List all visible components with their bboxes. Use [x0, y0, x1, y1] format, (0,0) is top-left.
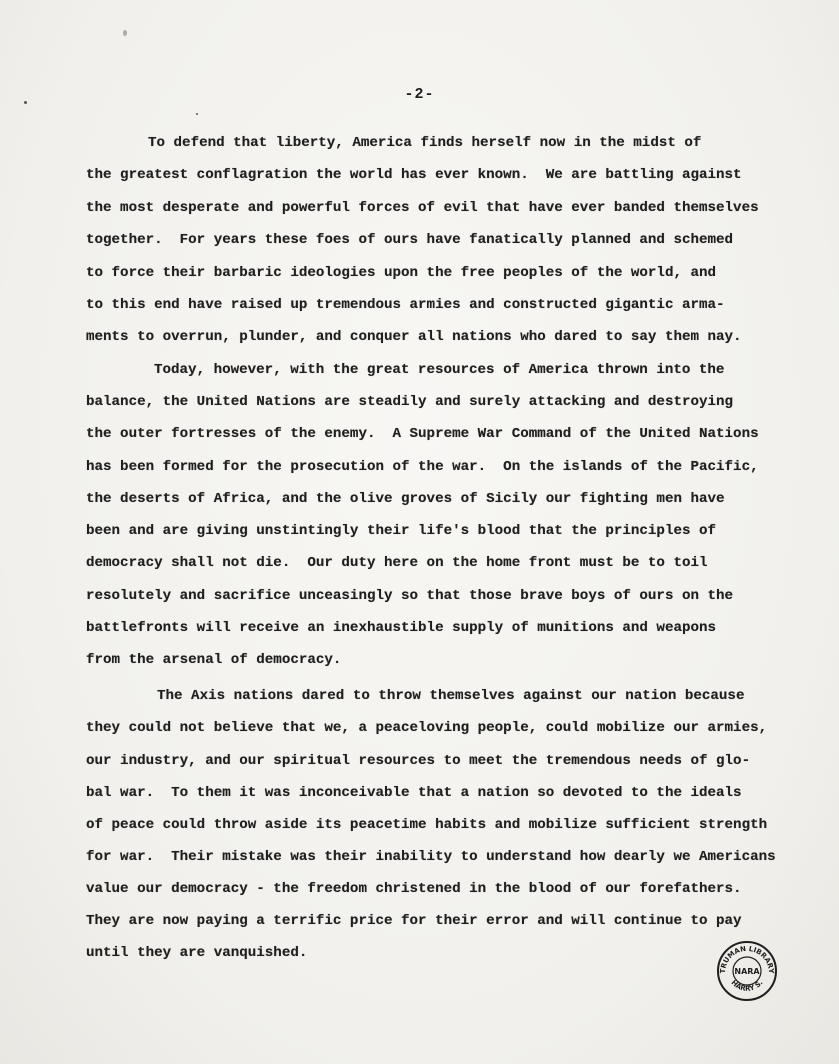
- text-line: value our democracy - the freedom christened in the blood of our forefathers.: [86, 881, 742, 897]
- text-line: ments to overrun, plunder, and conquer all nations who dared to say them nay.: [86, 329, 742, 345]
- text-line: democracy shall not die. Our duty here on the home front must be to toil: [86, 555, 708, 571]
- text-line: resolutely and sacrifice unceasingly so that those brave boys of ours on the: [86, 588, 734, 604]
- text-line: balance, the United Nations are steadily and surely attacking and destroying: [86, 394, 734, 410]
- text-line: for war. Their mistake was their inability to understand how dearly we Americans: [86, 849, 776, 865]
- text-line: to this end have raised up tremendous armies and constructed gigantic arma-: [86, 297, 725, 313]
- text-line: been and are giving unstintingly their life's blood that the principles of: [86, 523, 717, 539]
- speck-mark: [123, 30, 127, 36]
- text-line: Today, however, with the great resources of America thrown into the: [154, 362, 725, 378]
- text-line: our industry, and our spiritual resources to meet the tremendous needs of glo-: [86, 753, 751, 769]
- svg-text:HARRY S.: HARRY S.: [729, 978, 765, 993]
- text-line: until they are vanquished.: [86, 945, 308, 961]
- text-line: bal war. To them it was inconceivable that a nation so devoted to the ideals: [86, 785, 742, 801]
- stamp-seal-graphic: [716, 940, 778, 1002]
- text-line: the greatest conflagration the world has ever known. We are battling against: [86, 167, 742, 183]
- svg-text:TRUMAN LIBRARY: TRUMAN LIBRARY: [718, 944, 776, 974]
- text-line: the outer fortresses of the enemy. A Supreme War Command of the United Nations: [86, 426, 759, 442]
- text-line: the most desperate and powerful forces of evil that have ever banded themselves: [86, 200, 759, 216]
- page-number: -2-: [404, 86, 435, 103]
- text-line: together. For years these foes of ours have fanatically planned and schemed: [86, 232, 734, 248]
- text-line: of peace could throw aside its peacetime habits and mobilize sufficient strength: [86, 817, 768, 833]
- text-line: has been formed for the prosecution of the war. On the islands of the Pacific,: [86, 459, 759, 475]
- text-line: to force their barbaric ideologies upon the free peoples of the world, and: [86, 265, 717, 281]
- text-line: they could not believe that we, a peaceloving people, could mobilize our armies,: [86, 720, 768, 736]
- text-line: battlefronts will receive an inexhaustible supply of munitions and weapons: [86, 620, 717, 636]
- svg-text:NARA: NARA: [734, 967, 760, 976]
- truman-library-stamp: [716, 940, 778, 1002]
- text-line: The Axis nations dared to throw themselves against our nation because: [157, 688, 745, 704]
- text-line: To defend that liberty, America finds herself now in the midst of: [148, 135, 702, 151]
- text-line: from the arsenal of democracy.: [86, 652, 342, 668]
- speck-mark: [196, 113, 198, 115]
- text-line: the deserts of Africa, and the olive groves of Sicily our fighting men have: [86, 491, 725, 507]
- text-line: They are now paying a terrific price for their error and will continue to pay: [86, 913, 742, 929]
